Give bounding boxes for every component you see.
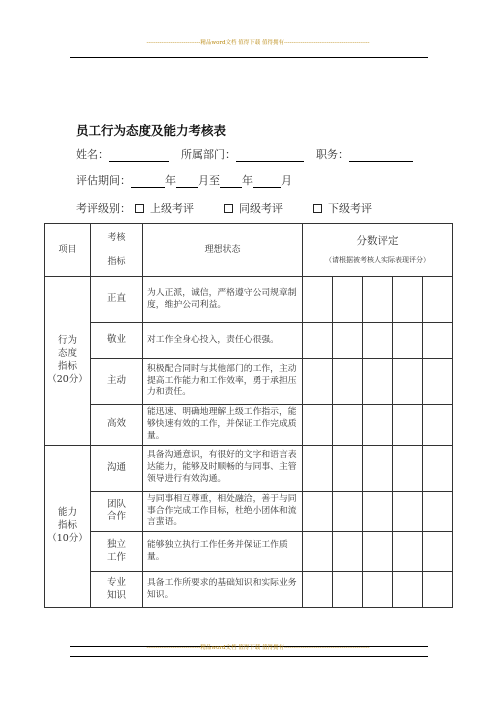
score-cell[interactable] <box>363 277 393 323</box>
table-row <box>45 359 453 405</box>
score-cell[interactable] <box>363 491 393 532</box>
score-cell[interactable] <box>423 323 453 359</box>
score-cell[interactable] <box>423 359 453 405</box>
score-cell[interactable] <box>423 405 453 446</box>
subordinate-option-label: 下级考评 <box>328 202 372 215</box>
score-cell[interactable] <box>393 572 423 608</box>
start-year-field[interactable] <box>131 176 165 188</box>
ideal-state-cell: 具备沟通意识，有很好的文字和语言表达能力，能够及时顺畅的与同事、主管领导进行有效沟通。 <box>143 445 303 491</box>
indicator-cell: 独立 工作 <box>91 532 143 572</box>
score-note: （请根据被考核人实际表现评分） <box>325 256 431 265</box>
footer-banner: -----------------------------精品word文档 值得下载 值得拥有---------------------------------------------- <box>146 645 370 651</box>
indicator-header <box>91 224 143 277</box>
score-cell[interactable] <box>423 277 453 323</box>
indicator-header-line2: 指标 <box>107 257 126 268</box>
score-cell[interactable] <box>333 445 363 491</box>
score-cell[interactable] <box>303 491 333 532</box>
period-label: 评估期间： <box>76 174 131 187</box>
score-cell[interactable] <box>333 532 363 572</box>
score-cell[interactable] <box>363 532 393 572</box>
header-rule <box>70 57 428 58</box>
subordinate-checkbox[interactable] <box>313 204 322 213</box>
score-cell[interactable] <box>363 359 393 405</box>
peer-option-label: 同级考评 <box>239 202 283 215</box>
indicator-cell: 团队 合作 <box>91 491 143 532</box>
evaluation-period-row <box>76 172 292 188</box>
score-cell[interactable] <box>303 277 333 323</box>
ideal-state-cell: 与同事相互尊重，相处融洽，善于与同事合作完成工作目标，杜绝小团体和流言蜚语。 <box>143 491 303 532</box>
score-cell[interactable] <box>303 572 333 608</box>
header-banner: -----------------------------精品word文档 值得下载 值得拥有---------------------------------------------- <box>146 40 370 46</box>
score-cell[interactable] <box>423 445 453 491</box>
ideal-header: 理想状态 <box>143 224 303 277</box>
score-cell[interactable] <box>333 405 363 446</box>
ideal-state-cell: 能迅速、明确地理解上级工作指示，能够快速有效的工作，并保证工作完成质量。 <box>143 405 303 446</box>
indicator-cell: 专业 知识 <box>91 572 143 608</box>
employee-info-row <box>76 146 413 162</box>
score-cell[interactable] <box>303 359 333 405</box>
peer-checkbox[interactable] <box>224 204 233 213</box>
score-cell[interactable] <box>303 323 333 359</box>
end-year-unit: 年 <box>242 174 253 187</box>
ideal-state-cell: 积极配合同时与其他部门的工作，主动提高工作能力和工作效率，勇于承担压力和责任。 <box>143 359 303 405</box>
score-cell[interactable] <box>393 532 423 572</box>
score-cell[interactable] <box>393 359 423 405</box>
project-header: 项目 <box>45 224 91 277</box>
score-cell[interactable] <box>303 445 333 491</box>
score-cell[interactable] <box>393 277 423 323</box>
footer-rule <box>70 656 428 657</box>
form-title: 员工行为态度及能力考核表 <box>76 123 227 138</box>
score-cell[interactable] <box>363 572 393 608</box>
table-row <box>45 572 453 608</box>
score-cell[interactable] <box>393 491 423 532</box>
table-row <box>45 445 453 491</box>
score-cell[interactable] <box>393 323 423 359</box>
score-cell[interactable] <box>333 277 363 323</box>
ideal-state-cell: 对工作全身心投入，责任心很强。 <box>143 323 303 359</box>
table-row <box>45 323 453 359</box>
indicator-cell: 敬业 <box>91 323 143 359</box>
ideal-state-cell: 为人正派，诚信，严格遵守公司规章制度，维护公司利益。 <box>143 277 303 323</box>
table-row <box>45 532 453 572</box>
end-month-unit: 月 <box>281 174 292 187</box>
indicator-cell: 主动 <box>91 359 143 405</box>
ideal-state-cell: 能够独立执行工作任务并保证工作质量。 <box>143 532 303 572</box>
score-cell[interactable] <box>333 491 363 532</box>
level-label: 考评级别： <box>76 202 131 215</box>
indicator-cell: 正直 <box>91 277 143 323</box>
score-cell[interactable] <box>393 405 423 446</box>
score-cell[interactable] <box>423 572 453 608</box>
table-row <box>45 491 453 532</box>
superior-checkbox[interactable] <box>135 204 144 213</box>
score-cell[interactable] <box>303 532 333 572</box>
name-label: 姓名： <box>76 148 109 161</box>
score-cell[interactable] <box>333 572 363 608</box>
score-cell[interactable] <box>393 445 423 491</box>
score-header <box>303 224 453 277</box>
name-field[interactable] <box>109 150 169 162</box>
start-year-unit: 年 <box>165 174 176 187</box>
position-label: 职务： <box>316 148 349 161</box>
score-cell[interactable] <box>423 491 453 532</box>
score-cell[interactable] <box>363 445 393 491</box>
indicator-cell: 沟通 <box>91 445 143 491</box>
start-month-unit: 月至 <box>198 174 220 187</box>
start-month-field[interactable] <box>176 176 198 188</box>
evaluation-table <box>44 223 453 608</box>
score-cell[interactable] <box>363 405 393 446</box>
department-label: 所属部门： <box>181 148 236 161</box>
department-field[interactable] <box>236 150 304 162</box>
score-cell[interactable] <box>363 323 393 359</box>
table-header-row <box>45 224 453 277</box>
category-cell: 能力 指标 （10分） <box>45 445 91 608</box>
indicator-header-line1: 考核 <box>107 232 126 243</box>
score-cell[interactable] <box>423 532 453 572</box>
position-field[interactable] <box>349 150 413 162</box>
score-cell[interactable] <box>333 359 363 405</box>
score-cell[interactable] <box>303 405 333 446</box>
superior-option-label: 上级考评 <box>150 202 194 215</box>
evaluation-level-row <box>76 200 372 216</box>
indicator-cell: 高效 <box>91 405 143 446</box>
score-title: 分数评定 <box>356 235 399 248</box>
table-row <box>45 277 453 323</box>
end-year-field[interactable] <box>220 176 242 188</box>
score-cell[interactable] <box>333 323 363 359</box>
category-cell: 行为 态度 指标 （20分） <box>45 277 91 446</box>
end-month-field[interactable] <box>253 176 281 188</box>
ideal-state-cell: 具备工作所要求的基础知识和实际业务知识。 <box>143 572 303 608</box>
table-row <box>45 405 453 446</box>
